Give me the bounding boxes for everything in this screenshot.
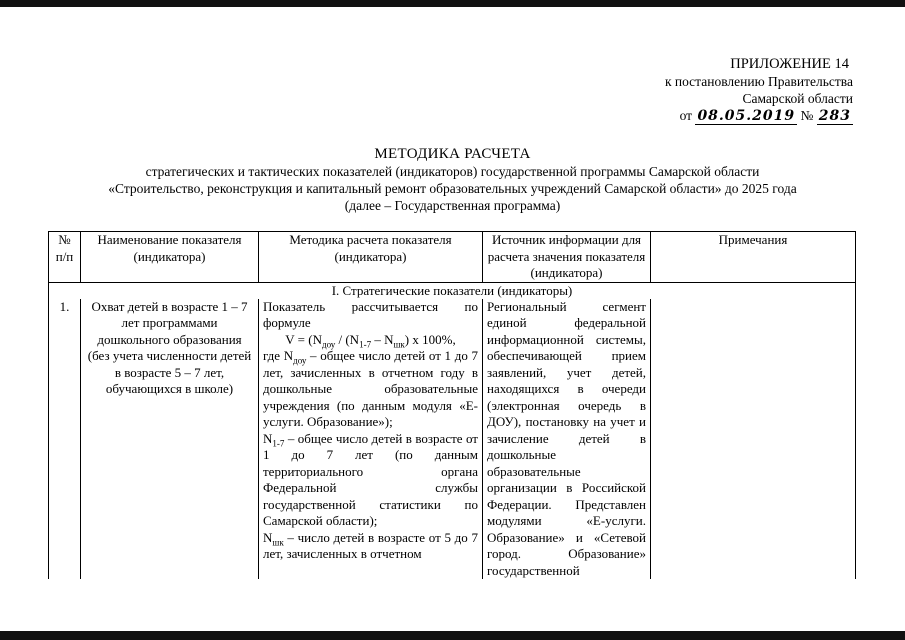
methodology-table xyxy=(48,231,856,579)
indicator-name: Охват детей в возрасте 1 – 7 лет программами дошкольного образования (без учета численности детей в возрасте 5 – 7 лет, обучающихся в школе) xyxy=(81,299,259,580)
header-name: Наименование показателя (индикатора) xyxy=(81,232,259,283)
info-source: Региональный сегмент единой федеральной информационной системы, обеспечивающей прием заявлений, учет детей, находящихся в очереди (электронная очередь в ДОУ), постановку на учет и зачисление детей в дошкольные образовательные организации в Российской Федерации. Представлен модулями «Е-услуги. Образование» и «Сетевой город. Образование» государственной xyxy=(483,299,651,580)
appendix-line-2: Самарской области xyxy=(742,91,853,106)
heading-title: МЕТОДИКА РАСЧЕТА xyxy=(374,146,531,162)
appendix-title: ПРИЛОЖЕНИЕ 14 xyxy=(730,56,849,72)
number-handwritten: 283 xyxy=(818,108,851,124)
scan-edge-top xyxy=(0,0,905,7)
scan-edge-bottom xyxy=(0,631,905,640)
row-num: 1. xyxy=(49,299,81,580)
formula: $V = (N_{доу} / (N_{1-7} - N_{шк})$ x 100%, xyxy=(285,331,456,350)
table-row xyxy=(49,299,856,580)
appendix-date-line xyxy=(593,107,853,125)
heading-line-1: стратегических и тактических показателей (индикаторов) государственной программы Самарской области xyxy=(145,164,760,179)
calc-method xyxy=(259,299,483,580)
date-handwritten: 08.05.2019 xyxy=(697,108,796,124)
definition-n-1-7: $N_{1-7}$ – общее число детей в возрасте от 1 до 7 лет (по данным территориального органа Федеральной службы государственной статистики по Самарской области); xyxy=(263,430,478,528)
appendix-block xyxy=(593,56,853,125)
appendix-line-1: к постановлению Правительства xyxy=(664,74,853,89)
header-notes: Примечания xyxy=(651,232,856,283)
header-method: Методика расчета показателя (индикатора) xyxy=(259,232,483,283)
heading-line-3: (далее – Государственная программа) xyxy=(344,198,561,213)
section-row xyxy=(49,282,856,299)
definition-n-shk: $N_{шк}$ – число детей в возрасте от 5 до 7 лет, зачисленных в отчетном xyxy=(263,529,478,561)
method-intro: Показатель рассчитывается по формуле xyxy=(263,298,478,330)
definition-n-dou: где $N_{доу}$ – общее число детей от 1 до 7 лет, зачисленных в отчетном году в дошкольные образовательные учреждения (по данным модуля «Е-услуги. Образование»); xyxy=(263,348,478,429)
table-header-row xyxy=(49,232,856,283)
document-heading xyxy=(30,146,875,214)
heading-line-2: «Строительство, реконструкция и капитальный ремонт образовательных учреждений Самарской области» до 2025 года xyxy=(108,181,797,196)
notes-cell xyxy=(651,299,856,580)
header-source: Источник информации для расчета значения показателя (индикатора) xyxy=(483,232,651,283)
header-num: № п/п xyxy=(49,232,81,283)
date-prefix: от xyxy=(679,108,693,123)
number-prefix: № xyxy=(800,108,814,123)
section-title: I. Стратегические показатели (индикаторы) xyxy=(49,282,856,299)
